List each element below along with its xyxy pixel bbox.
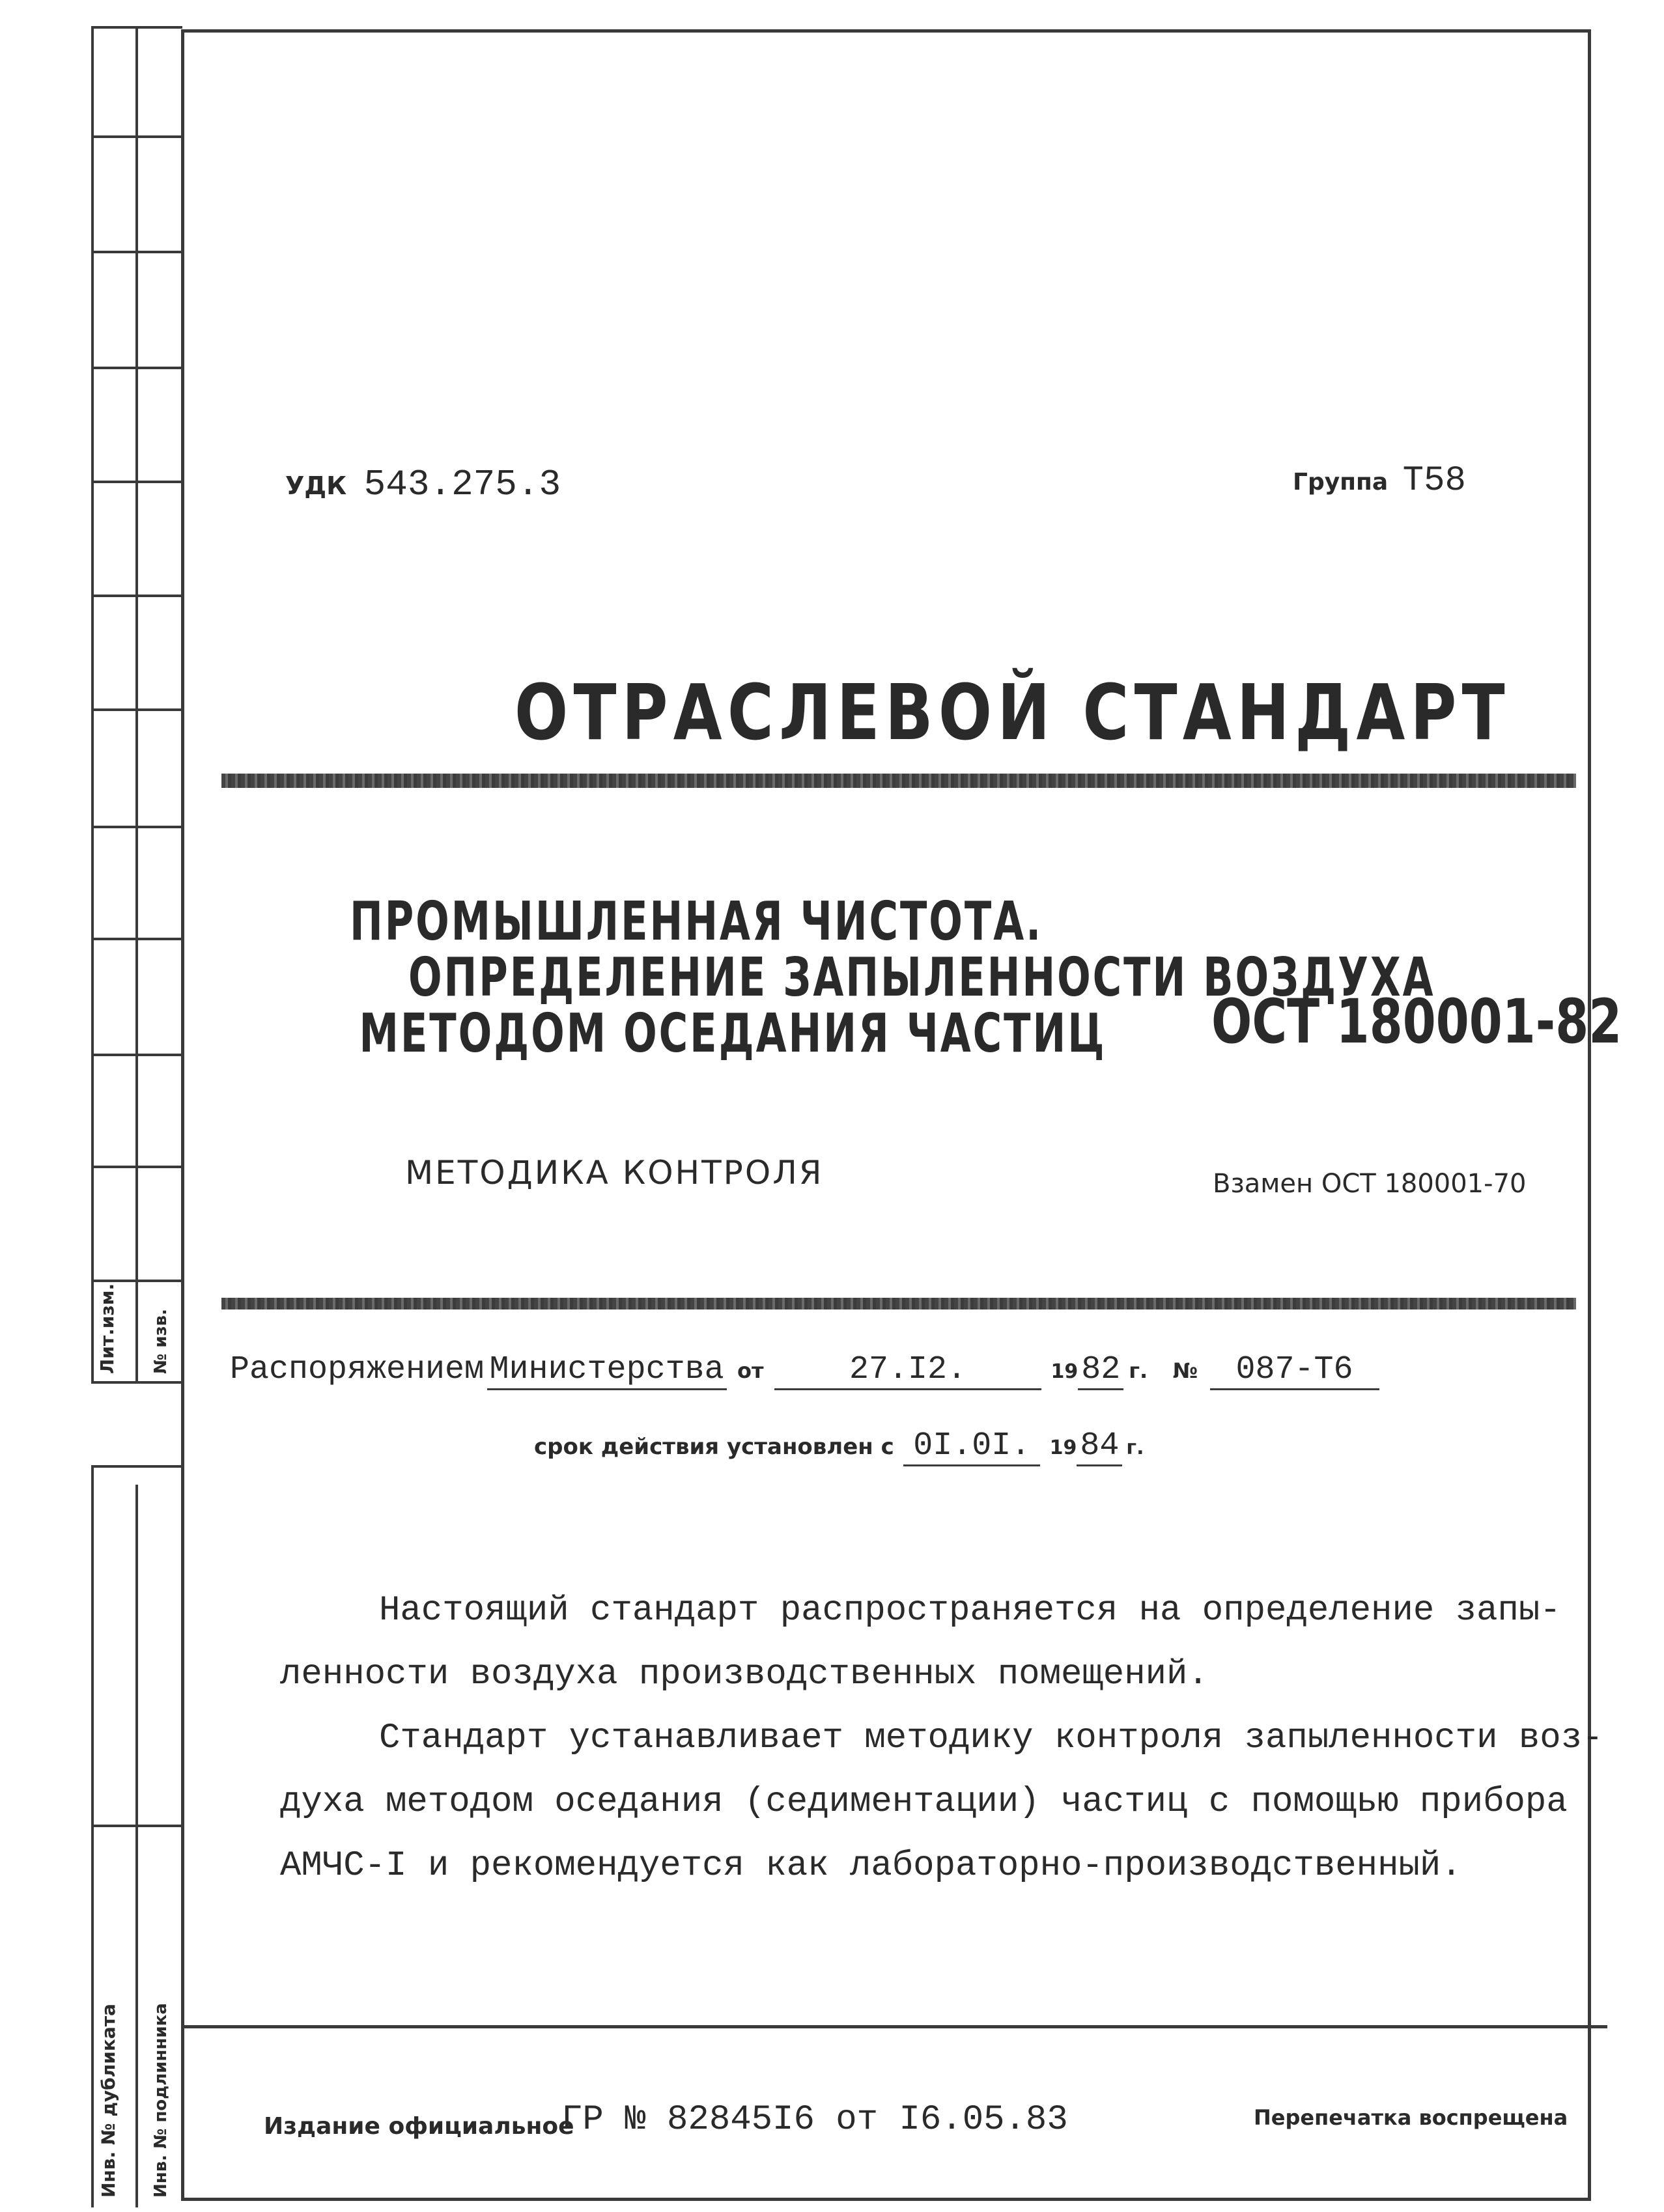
margin-line bbox=[91, 1381, 182, 1384]
footer-registration-wrap bbox=[561, 2100, 1068, 2140]
validity-line bbox=[534, 1427, 1144, 1466]
subject-line-1: ПРОМЫШЛЕННАЯ ЧИСТОТА. bbox=[349, 891, 1043, 953]
order-year-unit: г. bbox=[1129, 1358, 1148, 1383]
margin-line bbox=[91, 1280, 182, 1282]
validity-date: 0I.0I. bbox=[903, 1427, 1040, 1466]
margin-line bbox=[91, 135, 182, 138]
margin-line bbox=[91, 1166, 182, 1168]
margin-line bbox=[91, 251, 182, 253]
udk-value: 543.275.3 bbox=[363, 464, 561, 505]
margin-lit-izm: Лит.изм. bbox=[96, 1283, 118, 1374]
margin-line bbox=[91, 367, 182, 369]
order-number-label: № bbox=[1172, 1358, 1198, 1383]
footer-rule bbox=[181, 2025, 1607, 2028]
body-p2-line2: духа методом оседания (седиментации) частиц с помощью прибора bbox=[280, 1782, 1568, 1822]
order-from-label: от bbox=[737, 1358, 764, 1383]
margin-inv-podlinnika: Инв. № подлинника bbox=[151, 2003, 171, 2198]
document-title: ОТРАСЛЕВОЙ СТАНДАРТ bbox=[515, 667, 1510, 757]
footer-reprint-wrap bbox=[1254, 2105, 1568, 2130]
margin-line bbox=[91, 595, 182, 597]
udk-block bbox=[285, 464, 561, 505]
order-prefix: Распоряжением bbox=[230, 1351, 485, 1388]
replaces-wrap bbox=[1213, 1169, 1526, 1199]
margin-line bbox=[91, 1825, 182, 1827]
footer-edition: Издание официальное bbox=[264, 2113, 574, 2140]
order-year-suffix: 82 bbox=[1078, 1351, 1123, 1390]
validity-year-prefix: 19 bbox=[1049, 1436, 1077, 1459]
replaces-label: Взамен ОСТ 180001-70 bbox=[1213, 1169, 1527, 1199]
margin-line bbox=[91, 938, 182, 940]
udk-label: УДК bbox=[285, 471, 347, 500]
subject-rule bbox=[221, 1298, 1576, 1309]
footer-registration: ГР № 82845I6 от I6.05.83 bbox=[561, 2100, 1068, 2140]
margin-line bbox=[91, 708, 182, 711]
margin-line bbox=[91, 26, 182, 29]
validity-year-suffix: 84 bbox=[1077, 1427, 1122, 1466]
footer-reprint: Перепечатка воспрещена bbox=[1254, 2105, 1568, 2130]
order-year-prefix: 19 bbox=[1051, 1360, 1079, 1383]
group-value: Т58 bbox=[1402, 461, 1466, 501]
group-block bbox=[1293, 461, 1466, 501]
margin-line bbox=[91, 1054, 182, 1056]
margin-line bbox=[91, 481, 182, 483]
subject-line-2: ОПРЕДЕЛЕНИЕ ЗАПЫЛЕННОСТИ ВОЗДУХА bbox=[408, 947, 1435, 1009]
standard-number-wrap bbox=[1211, 987, 1664, 1057]
order-number: 087-Т6 bbox=[1210, 1351, 1379, 1390]
margin-line bbox=[91, 1465, 182, 1468]
method-wrap bbox=[405, 1154, 824, 1192]
body-p2-line3: АМЧС-I и рекомендуется как лабораторно-производственный. bbox=[280, 1846, 1462, 1886]
margin-strip-upper bbox=[91, 26, 182, 1384]
margin-strip-lower bbox=[91, 1465, 182, 2207]
title-rule bbox=[221, 774, 1576, 788]
body-p1-line1: Настоящий стандарт распространяется на определение запы- bbox=[379, 1591, 1561, 1631]
method-label: МЕТОДИКА КОНТРОЛЯ bbox=[405, 1154, 824, 1192]
margin-inv-dublikata: Инв. № дубликата bbox=[98, 2004, 119, 2198]
subject-line-3: МЕТОДОМ ОСЕДАНИЯ ЧАСТИЦ bbox=[359, 1003, 1107, 1065]
margin-line bbox=[91, 26, 94, 1384]
margin-no-izv: № изв. bbox=[151, 1309, 171, 1374]
margin-line bbox=[91, 826, 182, 828]
margin-line bbox=[91, 1465, 94, 2207]
document-title-wrap bbox=[515, 667, 1664, 757]
footer-edition-wrap bbox=[264, 2113, 574, 2140]
validity-label: срок действия установлен с bbox=[534, 1434, 894, 1460]
body-p1-line2: ленности воздуха производственных помещений. bbox=[280, 1655, 1209, 1694]
body-p2-line1: Стандарт устанавливает методику контроля запыленности воз- bbox=[379, 1718, 1603, 1758]
validity-year-unit: г. bbox=[1126, 1436, 1144, 1459]
standard-number: ОСТ 180001-82 bbox=[1211, 987, 1622, 1057]
order-date: 27.I2. bbox=[774, 1351, 1041, 1390]
order-line bbox=[230, 1351, 1379, 1390]
margin-line bbox=[135, 26, 138, 1384]
body-text bbox=[280, 1579, 1603, 1898]
margin-line bbox=[135, 1485, 138, 2207]
order-issuer: Министерства bbox=[487, 1351, 727, 1390]
group-label: Группа bbox=[1293, 469, 1389, 496]
